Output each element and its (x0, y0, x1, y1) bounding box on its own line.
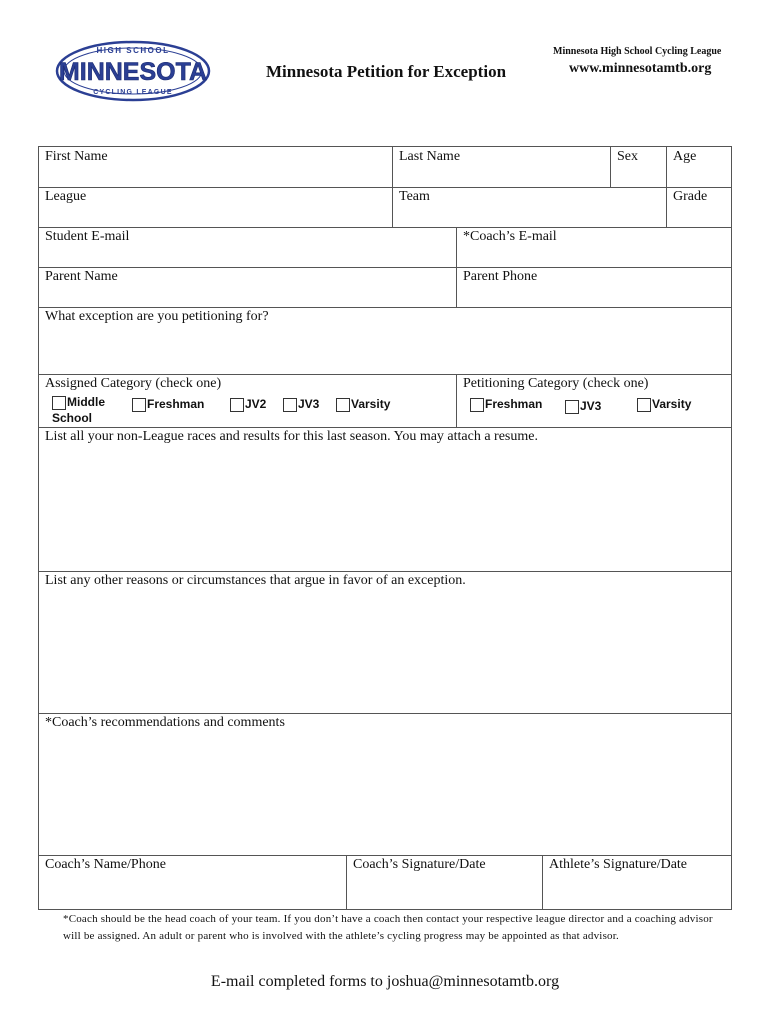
student-email-field[interactable]: Student E-mail (45, 229, 130, 244)
league-name: Minnesota High School Cycling League (553, 46, 722, 57)
checkbox-icon[interactable] (470, 398, 484, 412)
assigned-jv2-option[interactable]: JV2 (230, 397, 266, 412)
team-field[interactable]: Team (399, 189, 430, 204)
assigned-varsity-option[interactable]: Varsity (336, 397, 390, 412)
coach-comments-field[interactable]: *Coach’s recommendations and comments (45, 715, 285, 730)
league-field[interactable]: League (45, 189, 87, 204)
exception-question-field[interactable]: What exception are you petitioning for? (45, 309, 269, 324)
petitioning-jv3-option[interactable]: JV3 (565, 399, 601, 414)
other-reasons-field[interactable]: List any other reasons or circumstances that argue in favor of an exception. (45, 573, 466, 588)
minnesota-league-logo (55, 40, 211, 102)
checkbox-icon[interactable] (283, 398, 297, 412)
races-results-field[interactable]: List all your non-League races and results for this last season. You may attach a resume. (45, 429, 538, 444)
checkbox-icon[interactable] (132, 398, 146, 412)
athlete-signature-field[interactable]: Athlete’s Signature/Date (549, 857, 688, 872)
page-title: Minnesota Petition for Exception (266, 62, 507, 81)
petitioning-freshman-option[interactable]: Freshman (470, 397, 542, 412)
sex-field[interactable]: Sex (617, 149, 638, 164)
logo-main-text: MINNESOTA (58, 58, 208, 86)
logo-top-text: HIGH SCHOOL (96, 46, 170, 55)
coach-note: *Coach should be the head coach of your team. If you don’t have a coach then contact your respective league director and a coaching advisor will be assigned. An adult or parent who is involved with the athlete’s cycling progress may be appointed as that advisor. (63, 913, 713, 942)
checkbox-icon[interactable] (230, 398, 244, 412)
petitioning-varsity-option[interactable]: Varsity (637, 397, 691, 412)
assigned-jv3-option[interactable]: JV3 (283, 397, 319, 412)
parent-name-field[interactable]: Parent Name (45, 269, 118, 284)
coach-signature-field[interactable]: Coach’s Signature/Date (353, 857, 486, 872)
assigned-middle-school-option[interactable]: Middle (52, 395, 105, 410)
league-url: www.minnesotamtb.org (569, 61, 712, 76)
checkbox-icon[interactable] (565, 400, 579, 414)
grade-field[interactable]: Grade (673, 189, 708, 204)
assigned-middle-school-line2: School (52, 411, 93, 425)
coach-name-phone-field[interactable]: Coach’s Name/Phone (45, 857, 166, 872)
logo-bottom-text: CYCLING LEAGUE (93, 89, 173, 96)
parent-phone-field[interactable]: Parent Phone (463, 269, 538, 284)
checkbox-icon[interactable] (336, 398, 350, 412)
checkbox-icon[interactable] (52, 396, 66, 410)
petition-form (38, 146, 732, 910)
submission-instructions: E-mail completed forms to joshua@minnesotamtb.org (210, 973, 560, 990)
checkbox-icon[interactable] (637, 398, 651, 412)
assigned-freshman-option[interactable]: Freshman (132, 397, 204, 412)
assigned-category-label: Assigned Category (check one) (45, 376, 222, 391)
coach-email-field[interactable]: *Coach’s E-mail (463, 229, 557, 244)
age-field[interactable]: Age (673, 149, 697, 164)
first-name-field[interactable]: First Name (45, 149, 108, 164)
last-name-field[interactable]: Last Name (399, 149, 461, 164)
petitioning-category-label: Petitioning Category (check one) (463, 376, 649, 391)
